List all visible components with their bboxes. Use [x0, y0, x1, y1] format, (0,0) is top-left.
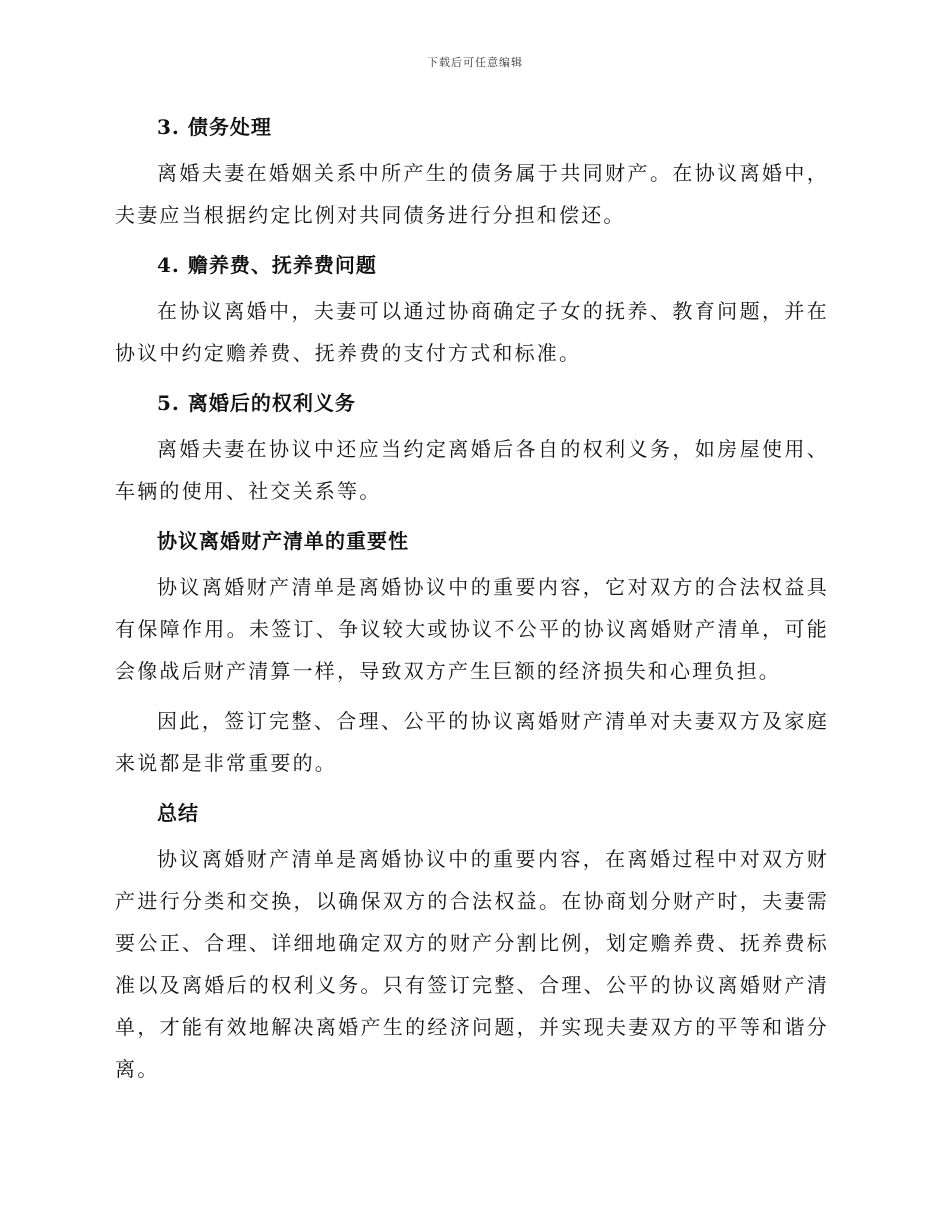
section-heading-debt: 3. 债务处理	[157, 115, 272, 139]
paragraph-importance-1: 协议离婚财产清单是离婚协议中的重要内容，它对双方的合法权益具有保障作用。未签订、争议较大或协议不公平的协议离婚财产清单，可能会像战后财产清算一样，导致双方产生巨额的经济损失和心理负担。	[115, 575, 829, 683]
paragraph-importance-2: 因此，签订完整、合理、公平的协议离婚财产清单对夫妻双方及家庭来说都是非常重要的。	[115, 709, 829, 775]
section-heading-summary: 总结	[157, 801, 199, 825]
document-body	[115, 110, 829, 1090]
paragraph-debt: 离婚夫妻在婚姻关系中所产生的债务属于共同财产。在协议离婚中，夫妻应当根据约定比例对共同债务进行分担和偿还。	[115, 161, 829, 227]
section-heading-importance: 协议离婚财产清单的重要性	[157, 529, 409, 553]
paragraph-rights: 离婚夫妻在协议中还应当约定离婚后各自的权利义务，如房屋使用、车辆的使用、社交关系等。	[115, 437, 829, 503]
page-header: 下载后可任意编辑	[427, 56, 523, 69]
section-heading-rights: 5. 离婚后的权利义务	[157, 391, 356, 415]
paragraph-support: 在协议离婚中，夫妻可以通过协商确定子女的抚养、教育问题，并在协议中约定赡养费、抚养费的支付方式和标准。	[115, 299, 829, 365]
paragraph-summary: 协议离婚财产清单是离婚协议中的重要内容，在离婚过程中对双方财产进行分类和交换，以确保双方的合法权益。在协商划分财产时，夫妻需要公正、合理、详细地确定双方的财产分割比例，划定赡养费、抚养费标准以及离婚后的权利义务。只有签订完整、合理、公平的协议离婚财产清单，才能有效地解决离婚产生的经济问题，并实现夫妻双方的平等和谐分离。	[115, 847, 829, 1081]
section-heading-support: 4. 赡养费、抚养费问题	[157, 253, 377, 277]
